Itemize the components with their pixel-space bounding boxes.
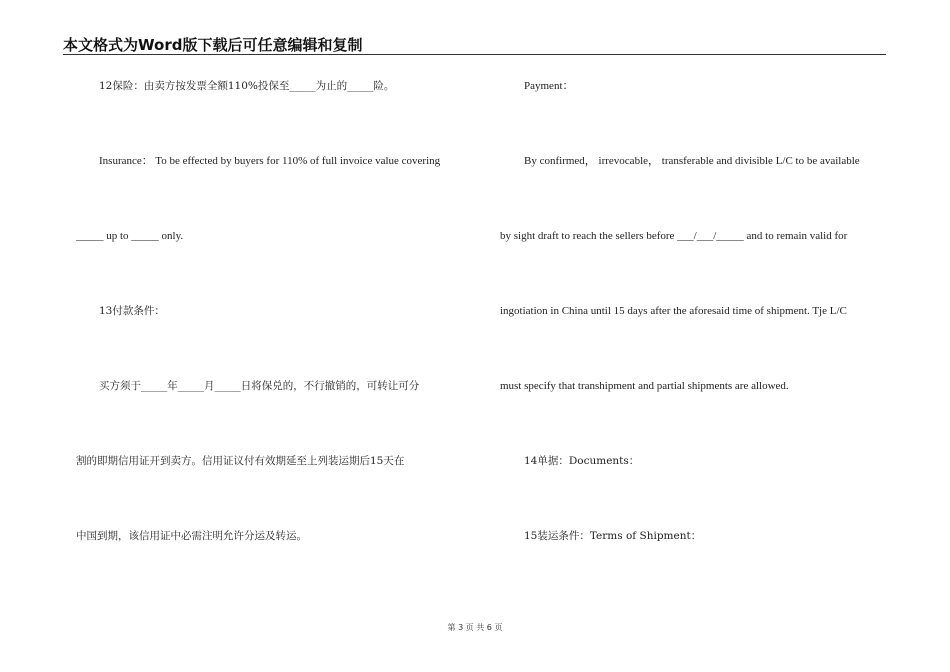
document-header: 本文格式为Word版下载后可任意编辑和复制: [63, 36, 363, 54]
insurance-clause-en: Insurance： To be effected by buyers for 110% of full invoice value covering: [99, 155, 441, 167]
payment-terms-en-3: ingotiation in China until 15 days after the aforesaid time of shipment. Tje L/C: [500, 305, 847, 317]
payment-terms-cn-3: 中国到期，该信用证中必需注明允许分运及转运。: [76, 530, 307, 542]
insurance-clause-cn: 12保险：由卖方按发票全额110%投保至_____为止的_____险。: [99, 80, 395, 92]
header-divider: [63, 54, 886, 55]
payment-terms-en-1: By confirmed， irrevocable， transferable and divisible L/C to be available: [524, 155, 860, 167]
payment-terms-cn-1: 买方须于_____年_____月_____日将保兑的，不行撤销的，可转让可分: [99, 380, 420, 392]
payment-terms-en-2: by sight draft to reach the sellers before ___/___/_____ and to remain valid for: [500, 230, 848, 242]
payment-terms-en-4: must specify that transhipment and partial shipments are allowed.: [500, 380, 789, 392]
documents-heading: 14单据：Documents：: [524, 455, 640, 467]
payment-terms-cn-2: 割的即期信用证开到卖方。信用证议付有效期延至上列装运期后15天在: [76, 455, 405, 467]
shipment-terms-heading: 15装运条件：Terms of Shipment：: [524, 530, 702, 542]
insurance-clause-en-cont: _____ up to _____ only.: [76, 230, 184, 242]
payment-heading-en: Payment：: [524, 80, 574, 92]
page-number-footer: 第 3 页 共 6 页: [447, 623, 503, 632]
payment-terms-heading-cn: 13付款条件：: [99, 305, 165, 317]
